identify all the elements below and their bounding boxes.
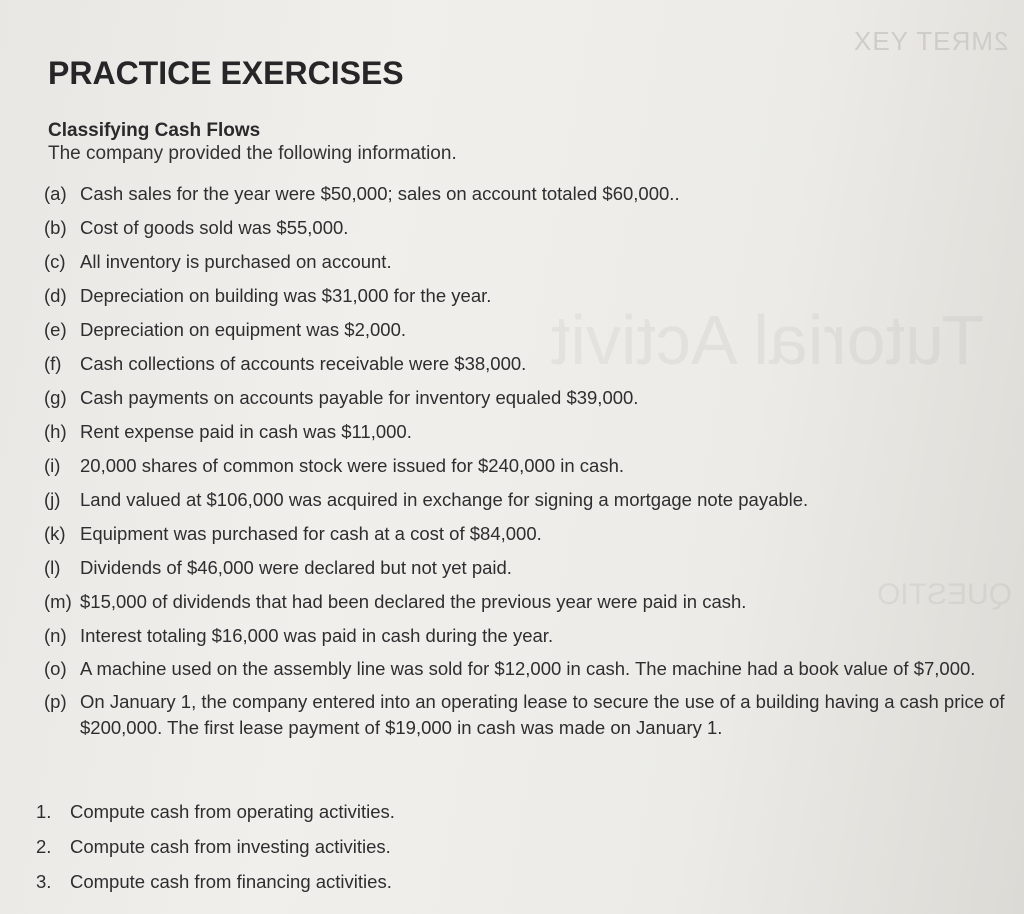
task-text: Compute cash from financing activities. bbox=[70, 871, 392, 892]
task-list bbox=[36, 798, 395, 903]
show-through-text: QUESTIO bbox=[876, 578, 1012, 611]
exercise-item bbox=[44, 214, 1014, 241]
item-text: Dividends of $46,000 were declared but not yet paid. bbox=[80, 557, 512, 578]
item-letter: (p) bbox=[44, 691, 67, 712]
task-item bbox=[36, 868, 395, 895]
item-text: A machine used on the assembly line was sold for $12,000 in cash. The machine had a book value of $7,000. bbox=[80, 658, 976, 679]
item-letter: (f) bbox=[44, 353, 62, 374]
item-text: 20,000 shares of common stock were issued for $240,000 in cash. bbox=[80, 455, 624, 476]
exercise-item bbox=[44, 418, 1014, 445]
item-text: Equipment was purchased for cash at a cost of $84,000. bbox=[80, 523, 542, 544]
task-number: 1. bbox=[36, 801, 52, 822]
item-text: Depreciation on building was $31,000 for the year. bbox=[80, 285, 492, 306]
task-item bbox=[36, 833, 395, 860]
exercise-item bbox=[44, 689, 1014, 741]
task-item bbox=[36, 798, 395, 825]
exercise-item bbox=[44, 282, 1014, 309]
task-number: 3. bbox=[36, 871, 52, 892]
exercise-item bbox=[44, 350, 1014, 377]
item-letter: (i) bbox=[44, 455, 61, 476]
exercise-item bbox=[44, 520, 1014, 547]
task-number: 2. bbox=[36, 836, 52, 857]
item-text: Depreciation on equipment was $2,000. bbox=[80, 319, 407, 340]
item-letter: (j) bbox=[44, 489, 61, 510]
exercise-item bbox=[44, 588, 1014, 615]
exercise-item bbox=[44, 486, 1014, 513]
item-letter: (a) bbox=[44, 183, 67, 204]
item-letter: (m) bbox=[44, 591, 72, 612]
corner-mark: 2MRƎT YƎX bbox=[852, 26, 1008, 56]
section-heading: Classifying Cash Flows bbox=[48, 120, 261, 141]
item-text: Rent expense paid in cash was $11,000. bbox=[80, 421, 412, 442]
item-letter: (k) bbox=[44, 523, 66, 544]
task-text: Compute cash from operating activities. bbox=[70, 801, 395, 822]
item-text: $15,000 of dividends that had been declared the previous year were paid in cash. bbox=[80, 591, 747, 612]
item-text: Interest totaling $16,000 was paid in cash during the year. bbox=[80, 625, 554, 646]
exercise-item bbox=[44, 180, 1014, 207]
item-text: All inventory is purchased on account. bbox=[80, 251, 392, 272]
item-letter: (g) bbox=[44, 387, 67, 408]
item-letter: (d) bbox=[44, 285, 67, 306]
item-letter: (l) bbox=[44, 557, 61, 578]
item-letter: (c) bbox=[44, 251, 66, 272]
item-text: Land valued at $106,000 was acquired in exchange for signing a mortgage note payable. bbox=[80, 489, 809, 510]
item-letter: (e) bbox=[44, 319, 67, 340]
item-letter: (o) bbox=[44, 658, 67, 679]
item-letter: (n) bbox=[44, 625, 67, 646]
exercise-item bbox=[44, 622, 1014, 649]
exercise-item bbox=[44, 452, 1014, 479]
item-letter: (b) bbox=[44, 217, 67, 238]
page-title: PRACTICE EXERCISES bbox=[48, 55, 404, 91]
intro-text: The company provided the following information. bbox=[48, 143, 457, 164]
exercise-items bbox=[44, 180, 1014, 748]
exercise-item bbox=[44, 248, 1014, 275]
item-letter: (h) bbox=[44, 421, 67, 442]
item-text: Cost of goods sold was $55,000. bbox=[80, 217, 349, 238]
item-text: On January 1, the company entered into an operating lease to secure the use of a building having a cash price of $200,000. The first lease payment of $19,000 in cash was made on January 1. bbox=[80, 691, 1005, 738]
item-text: Cash sales for the year were $50,000; sales on account totaled $60,000.. bbox=[80, 183, 680, 204]
exercise-item bbox=[44, 554, 1014, 581]
item-text: Cash payments on accounts payable for inventory equaled $39,000. bbox=[80, 387, 639, 408]
show-through-text: Tutorial Activit bbox=[550, 301, 984, 379]
exercise-item bbox=[44, 656, 1014, 682]
exercise-item bbox=[44, 384, 1014, 411]
item-text: Cash collections of accounts receivable were $38,000. bbox=[80, 353, 527, 374]
exercise-item bbox=[44, 316, 1014, 343]
task-text: Compute cash from investing activities. bbox=[70, 836, 391, 857]
